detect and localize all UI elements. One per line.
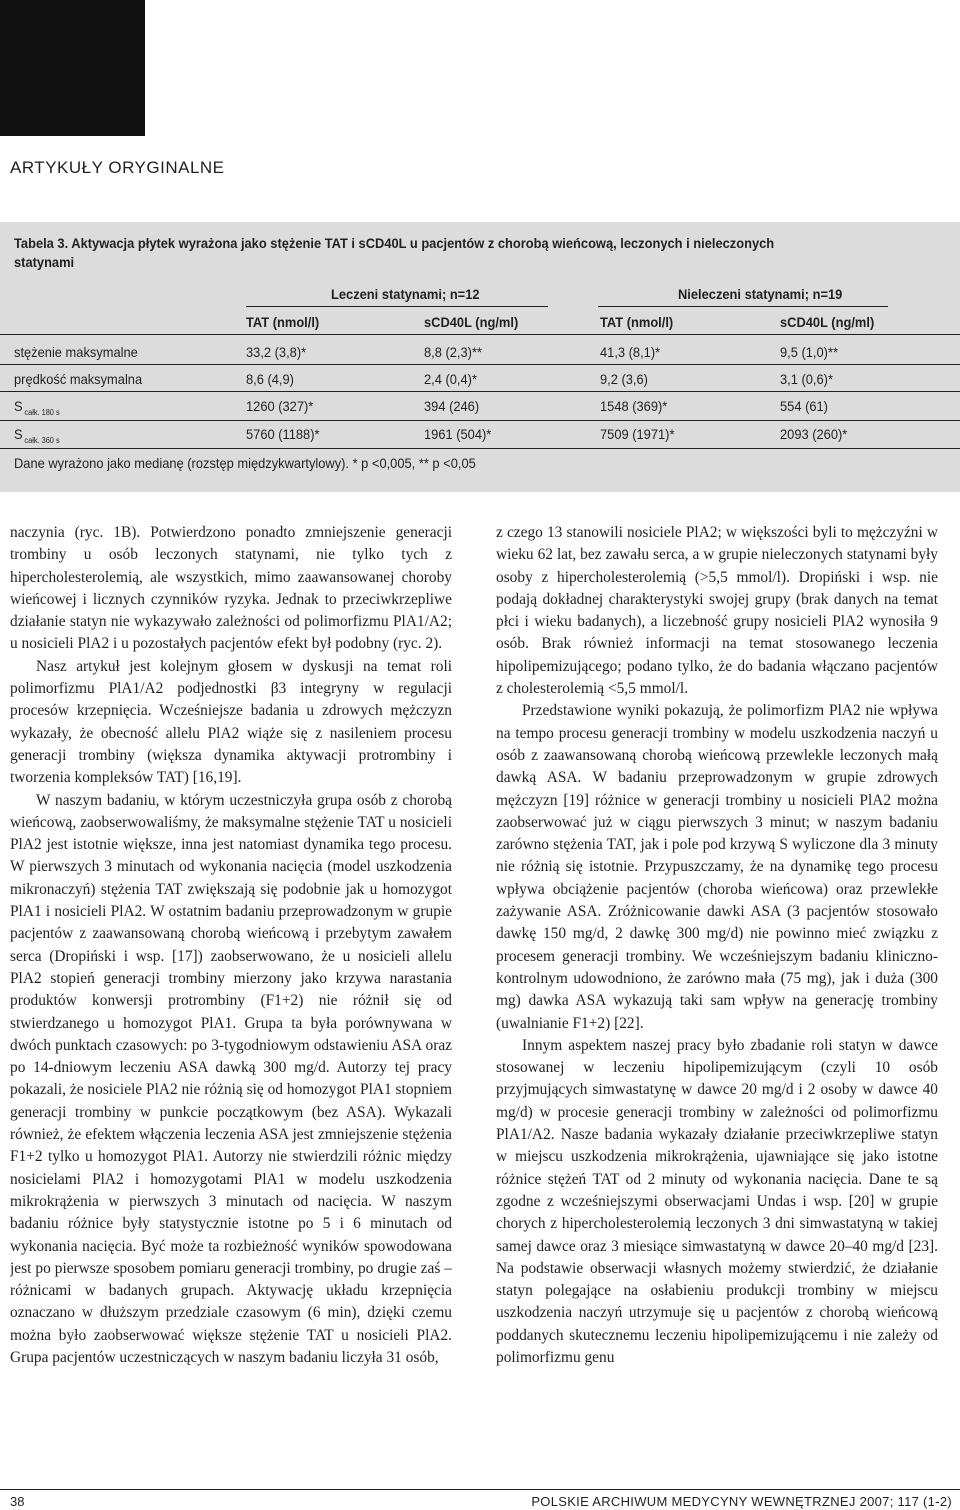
paragraph: Innym aspektem naszej pracy było zbadanie roli statyn w dawce stosowanej w leczeniu hipolipemizującym (czyli 10 osób przyjmujących simwastatynę w dawce 20 mg/d i 2 osoby w dawce 40 mg/d) w procesie generacji trombiny w zależności od polimorfizmu PlA1/A2. Nasze badania wykazały działanie przeciwkrzepliwe statyn w miejscu uszkodzenia mikrokrążenia, ujawniające się jako istotne różnice stężeń TAT od 2 minuty od wykonania nacięcia. Dane te są zgodne z wcześniejszymi obserwacjami Undas i wsp. [20] w grupie chorych z hipercholesterolemią leczonych 3 dni simwastatyną w takiej samej dawce oraz 3 miesiące simwastatyną w dawce 20–40 mg/d [23]. Na podstawie obserwacji własnych możemy stwierdzić, że działanie statyn polegające na osłabieniu produkcji trombiny w miejscu uszkodzenia naczyń utrzymuje się u pacjentów z chorobą wieńcową poddanych skutecznemu leczeniu hipolipemizującemu i nie zależy od polimorfizmu genu <box>496 1036 938 1366</box>
row-label-subscript: całk. 360 s <box>24 436 60 445</box>
footer-rule <box>0 1489 960 1490</box>
table-cell: 2,4 (0,4)* <box>424 371 477 387</box>
row-rule <box>0 420 960 421</box>
table-cell: 9,2 (3,6) <box>600 371 648 387</box>
table-cell: 7509 (1971)* <box>600 426 675 442</box>
page-number: 38 <box>10 1494 25 1509</box>
row-label-stezenie-maksymalne: stężenie maksymalne <box>14 344 138 360</box>
table-caption-label: Tabela 3. <box>14 235 69 251</box>
table-cell: 8,8 (2,3)** <box>424 344 483 360</box>
section-title: ARTYKUŁY ORYGINALNE <box>10 158 225 177</box>
group-header-treated: Leczeni statynami; n=12 <box>331 286 480 302</box>
row-label-subscript: całk. 180 s <box>24 408 60 417</box>
column-header-tat-untreated: TAT (nmol/l) <box>600 314 674 330</box>
table-caption-text: Aktywacja płytek wyrażona jako stężenie TAT i sCD40L u pacjentów z chorobą wieńcową, leczonych i nieleczonych statynami <box>14 235 775 270</box>
paragraph: Nasz artykuł jest kolejnym głosem w dyskusji na temat roli polimorfizmu PlA1/A2 podjednostki β3 integryny w regulacji procesów krzepnięcia. Wcześniejsze badania u zdrowych mężczyzn wykazały, że obecność allelu PlA2 wiąże się z nasileniem procesu generacji trombiny (większa dynamika aktywacji protrombiny i tworzenia kompleksów TAT) [16,19]. <box>10 657 452 787</box>
table-cell: 394 (246) <box>424 398 480 414</box>
row-label-symbol: S <box>14 398 23 414</box>
row-rule <box>0 391 960 392</box>
table-cell: 554 (61) <box>780 398 828 414</box>
table-cell: 1961 (504)* <box>424 426 492 442</box>
group-header-untreated: Nieleczeni statynami; n=19 <box>678 286 843 302</box>
row-rule <box>0 448 960 449</box>
table-caption <box>14 234 824 272</box>
group-rule-treated <box>246 306 548 307</box>
journal-title: POLSKIE ARCHIWUM MEDYCYNY WEWNĘTRZNEJ 2007; 117 (1-2) <box>531 1494 952 1509</box>
corner-black-bar <box>0 0 145 136</box>
table-cell: 9,5 (1,0)** <box>780 344 839 360</box>
row-rule <box>0 364 960 365</box>
table-cell: 41,3 (8,1)* <box>600 344 661 360</box>
table-cell: 3,1 (0,6)* <box>780 371 833 387</box>
paragraph: W naszym badaniu, w którym uczestniczyła grupa osób z chorobą wieńcową, zaobserwowaliśmy, że maksymalne stężenie TAT u nosicieli PlA2 jest istotnie większe, inna jest natomiast dynamika tego procesu. W pierwszych 3 minutach od wykonania nacięcia (model uszkodzenia mikronaczyń) stężenia TAT zwiększają się podobnie jak u homozygot PlA1 i nosicieli PlA2. W ostatnim badaniu przeprowadzonym w grupie pacjentów z zaawansowaną chorobą wieńcową i przebytym zawałem serca (Dropiński i wsp. [17]) zaobserwowano, że u nosicieli allelu PlA2 stopień generacji trombiny mierzony jako krzywa narastania produktów konwersji protrombiny (F1+2) nie różnił się od stwierdzanego u homozygot PlA1. Grupa ta była porównywana w dwóch punktach czasowych: po 3-tygodniowym odstawieniu ASA oraz po 14-dniowym leczeniu ASA dawką 300 mg/d. Autorzy tej pracy pokazali, że nosiciele PlA2 nie różnią się od homozygot PlA1 stopniem generacji trombiny w punkcie początkowym (bez ASA). Wykazali również, że efektem włączenia leczenia ASA jest zmniejszenie stężenia F1+2 tylko u homozygot PlA1. Autorzy nie stwierdzili różnic między nosicielami PlA2 i homozygotami PlA1 w modelu uszkodzenia mikrokrążenia w pierwszych 3 minutach od nacięcia. W naszym badaniu różnice były statystycznie istotne po 5 i 6 minutach od wykonania nacięcia. Być może ta rozbieżność wyników spowodowana jest po pierwsze sposobem pomiaru generacji trombiny, po drugie zaś – różnicami w badanych grupach. Aktywację układu krzepnięcia oznaczano w dłuższym przedziale czasowym (6 min), dzięki czemu można było zaobserwować większe stężenie TAT u nosicieli PlA2. Grupa pacjentów uczestniczących w naszym badaniu liczyła 31 osób, <box>10 791 452 1366</box>
body-column-left <box>10 522 452 1482</box>
column-header-tat-treated: TAT (nmol/l) <box>246 314 320 330</box>
column-header-scd40l-untreated: sCD40L (ng/ml) <box>780 314 875 330</box>
paragraph: Przedstawione wyniki pokazują, że polimorfizm PlA2 nie wpływa na tempo procesu generacji trombiny w modelu uszkodzenia naczyń u osób z zaawansowaną chorobą wieńcową przewlekle leczonych małą dawką ASA. W badaniu przeprowadzonym w grupie zdrowych mężczyzn [19] różnice w generacji trombiny u nosicieli PlA2 można zaobserwować już w ciągu pierwszych 3 minut; w naszym badaniu zarówno stężenia TAT, jak i pole pod krzywą S wyliczone dla 3 minuty nie różnią się istotnie. Przypuszczamy, że na dynamikę tego procesu wpływa obciążenie pacjentów (choroba wieńcowa) oraz przewlekłe zażywanie ASA. Zróżnicowanie dawki ASA (3 pacjentów stosowało dawkę 150 mg/d, 2 dawkę 300 mg/d) nie powinno mieć związku z procesem generacji trombiny. We wcześniejszym badaniu kliniczno-kontrolnym udowodniono, że zarówno mała (75 mg), jak i duża (300 mg) dawka ASA wykazują taki sam wpływ na generację trombiny (uwalnianie F1+2) [22]. <box>496 702 938 1032</box>
table-cell: 1548 (369)* <box>600 398 668 414</box>
body-column-right <box>496 522 938 1482</box>
column-header-scd40l-treated: sCD40L (ng/ml) <box>424 314 519 330</box>
table-cell: 33,2 (3,8)* <box>246 344 307 360</box>
table-cell: 1260 (327)* <box>246 398 314 414</box>
paragraph: naczynia (ryc. 1B). Potwierdzono ponadto zmniejszenie generacji trombiny u osób leczonych statynami, nie tylko tych z hipercholesterolemią, ale wszystkich, mimo zaawansowanej choroby wieńcowej i licznych czynników ryzyka. Jednak to przeciwkrzepliwe działanie statyn nie wykazywało zależności od polimorfizmu PlA1/A2; u nosicieli PlA2 i u pozostałych pacjentów efekt był podobny (ryc. 2). <box>10 524 452 653</box>
row-label-s-calk-360 <box>14 426 60 445</box>
header-rule <box>0 334 960 335</box>
row-label-predkosc-maksymalna: prędkość maksymalna <box>14 371 143 387</box>
row-label-symbol: S <box>14 426 23 442</box>
table-footnote: Dane wyrażono jako medianę (rozstęp międzykwartylowy). * p <0,005, ** p <0,05 <box>14 455 476 471</box>
table-cell: 8,6 (4,9) <box>246 371 294 387</box>
table-cell: 2093 (260)* <box>780 426 848 442</box>
table-cell: 5760 (1188)* <box>246 426 320 442</box>
group-rule-untreated <box>598 306 888 307</box>
row-label-s-calk-180 <box>14 398 60 417</box>
paragraph: z czego 13 stanowili nosiciele PlA2; w większości byli to mężczyźni w wieku 62 lat, bez zawału serca, a w grupie nieleczonych statynami były osoby z hipercholesterolemią (>5,5 mmol/l). Dropiński i wsp. nie podają dokładnej charakterystyki swojej grupy (brak danych na temat płci i wieku badanych), a liczebność grupy nosicieli PlA2 wynosiła 9 osób. Brak również informacji na temat stosowanego leczenia hipolipemizującego; podano tylko, że do badania włączano pacjentów z cholesterolemią <5,5 mmol/l. <box>496 524 938 698</box>
